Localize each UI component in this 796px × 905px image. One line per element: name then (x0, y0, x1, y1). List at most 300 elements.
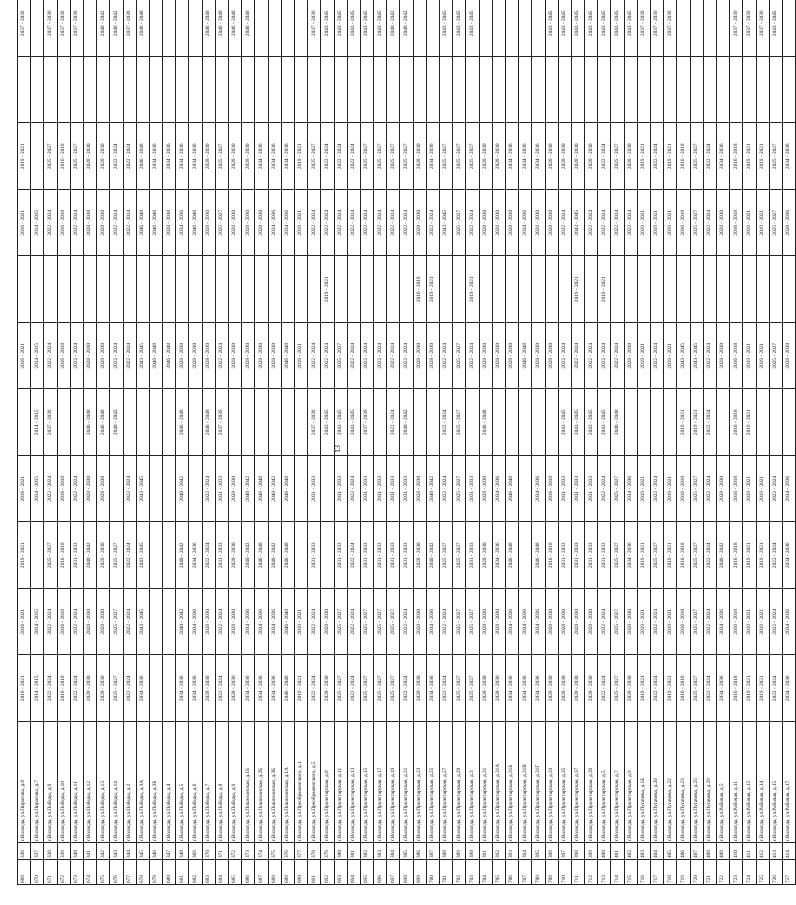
table-cell-y11: 2040 - 2042 (387, 0, 400, 57)
table-cell-y10 (611, 57, 624, 124)
table-cell-y4: 2031 - 2033 (308, 456, 321, 523)
table-cell-id: 369 (189, 843, 202, 860)
table-cell-address: г.Вологда, ул.Пролетарская, д.33 (545, 722, 558, 843)
table-cell-y10 (321, 57, 334, 124)
table-cell-y3: 2040 - 2042 (268, 522, 281, 589)
table-cell-y6: 2043 - 2045 (677, 323, 690, 390)
table-cell-y2: 2028 - 2030 (545, 589, 558, 656)
table-cell-y9: 2019 - 2021 (743, 123, 756, 190)
table-cell-y8: 2028 - 2030 (413, 190, 426, 257)
rotated-table-container (17, 10, 792, 885)
table-cell-y7 (97, 256, 110, 323)
table-cell-address: г.Вологда, ул.Пролетарская, д.8 (321, 722, 334, 843)
table-cell-y7 (18, 256, 31, 323)
table-cell-y3: 2040 - 2042 (83, 522, 96, 589)
table-cell-y11 (281, 0, 294, 57)
table-cell-y2: 2022 - 2024 (651, 589, 664, 656)
table-cell-y2: 2019 - 2021 (756, 589, 769, 656)
table-cell-y11 (690, 0, 703, 57)
table-cell-y2: 2025 - 2027 (360, 589, 373, 656)
table-cell-address: г.Вологда, ул.Пролетарская, д.25 (426, 722, 439, 843)
table-row (716, 0, 729, 885)
table-cell-id: 384 (387, 843, 400, 860)
table-cell-no: 707 (519, 860, 532, 885)
table-cell-y5: 2037 - 2039 (308, 389, 321, 456)
table-cell-y3: 2034 - 2036 (492, 522, 505, 589)
table-cell-id: 340 (70, 843, 83, 860)
table-cell-y11: 2043 - 2045 (769, 0, 782, 57)
table-cell-y6: 2025 - 2027 (769, 323, 782, 390)
table-cell-y5 (70, 389, 83, 456)
table-cell-y7 (281, 256, 294, 323)
table-cell-address: г.Вологда, ул.Преображенского, д.1 (294, 722, 307, 843)
table-cell-y5 (756, 389, 769, 456)
table-row (743, 0, 756, 885)
table-cell-y3: 2025 - 2027 (453, 522, 466, 589)
table-row (571, 0, 584, 885)
table-cell-y6: 2019 - 2021 (294, 323, 307, 390)
table-cell-y10 (215, 57, 228, 124)
table-cell-address: г.Вологда, ул.Пролетарская, д.3 (466, 722, 479, 843)
table-cell-y6: 2028 - 2030 (532, 323, 545, 390)
table-cell-y5: 2022 - 2024 (440, 389, 453, 456)
table-cell-y10 (255, 57, 268, 124)
table-cell-no: 680 (163, 860, 176, 885)
table-cell-y4: 2016 - 2018 (545, 456, 558, 523)
table-cell-y3: 2025 - 2027 (440, 522, 453, 589)
table-cell-y11: 2040 - 2042 (400, 0, 413, 57)
table-cell-y11 (268, 0, 281, 57)
table-cell-y3: 2040 - 2042 (176, 522, 189, 589)
table-cell-y2: 2025 - 2027 (690, 589, 703, 656)
table-cell-y1: 2028 - 2030 (558, 655, 571, 722)
table-cell-no: 710 (558, 860, 571, 885)
table-cell-id: 343 (110, 843, 123, 860)
table-cell-y10 (440, 57, 453, 124)
table-cell-no: 691 (308, 860, 321, 885)
table-cell-y7 (242, 256, 255, 323)
table-cell-y1: 2028 - 2030 (321, 655, 334, 722)
table-cell-y5: 2025 - 2027 (453, 389, 466, 456)
table-cell-y8: 2016 - 2018 (677, 190, 690, 257)
table-row (229, 0, 242, 885)
table-cell-y10 (374, 57, 387, 124)
table-cell-id: 342 (97, 843, 110, 860)
table-cell-y6: 2022 - 2024 (611, 323, 624, 390)
table-cell-y11: 2043 - 2045 (611, 0, 624, 57)
table-cell-y4: 2034 - 2036 (492, 456, 505, 523)
table-cell-y9: 2022 - 2024 (598, 123, 611, 190)
table-cell-id: 344 (123, 843, 136, 860)
table-cell-y7 (756, 256, 769, 323)
table-cell-id: 383 (374, 843, 387, 860)
table-cell-no: 723 (730, 860, 743, 885)
table-cell-address: г.Вологда, ул.Рабочая, д.17 (782, 722, 795, 843)
table-cell-y11: 2037 - 2039 (57, 0, 70, 57)
table-cell-y8: 2022 - 2024 (308, 190, 321, 257)
table-cell-address: г.Вологда, ул.Победы, д.10 (57, 722, 70, 843)
table-cell-y4: 2028 - 2030 (479, 456, 492, 523)
table-cell-no: 698 (400, 860, 413, 885)
table-cell-y6: 2022 - 2024 (347, 323, 360, 390)
table-cell-y9: 2028 - 2030 (242, 123, 255, 190)
table-cell-y3: 2031 - 2033 (374, 522, 387, 589)
table-cell-y9: 2028 - 2030 (558, 123, 571, 190)
table-cell-y8: 2028 - 2030 (202, 190, 215, 257)
table-cell-y5: 2046 - 2048 (479, 389, 492, 456)
table-cell-y10 (505, 57, 518, 124)
table-cell-y9: 2034 - 2036 (532, 123, 545, 190)
table-cell-address: г.Вологда, ул.Пролетарская, д.31 (479, 722, 492, 843)
table-row (598, 0, 611, 885)
table-cell-y7 (492, 256, 505, 323)
table-cell-y3: 2016 - 2018 (545, 522, 558, 589)
table-cell-y5 (281, 389, 294, 456)
table-cell-y11: 2043 - 2045 (466, 0, 479, 57)
table-cell-y11: 2043 - 2045 (347, 0, 360, 57)
table-cell-y4 (321, 456, 334, 523)
table-cell-y2: 2025 - 2027 (611, 589, 624, 656)
table-cell-y9: 2034 - 2036 (163, 123, 176, 190)
table-cell-address: г.Вологда, ул.Победы, д.12 (83, 722, 96, 843)
table-cell-y2: 2028 - 2030 (624, 589, 637, 656)
table-cell-y4: 2034 - 2036 (532, 456, 545, 523)
table-cell-y3: 2022 - 2024 (123, 522, 136, 589)
table-row (149, 0, 162, 885)
table-cell-y8: 2046 - 2048 (136, 190, 149, 257)
table-cell-y8: 2022 - 2024 (400, 190, 413, 257)
table-cell-y9: 2034 - 2036 (426, 123, 439, 190)
table-cell-y1: 2028 - 2030 (545, 655, 558, 722)
table-cell-y2: 2034 - 2036 (242, 589, 255, 656)
table-cell-id: 370 (202, 843, 215, 860)
table-cell-y7 (255, 256, 268, 323)
table-row (281, 0, 294, 885)
table-cell-y10 (294, 57, 307, 124)
table-cell-y3 (149, 522, 162, 589)
table-cell-id: 372 (229, 843, 242, 860)
table-cell-y7 (677, 256, 690, 323)
table-cell-no: 670 (31, 860, 44, 885)
table-cell-y3 (321, 522, 334, 589)
table-cell-y1: 2034 - 2036 (136, 655, 149, 722)
table-cell-y7 (440, 256, 453, 323)
table-cell-y3: 2046 - 2048 (532, 522, 545, 589)
table-cell-y9 (31, 123, 44, 190)
table-cell-y8: 2028 - 2030 (229, 190, 242, 257)
table-cell-y5: 2037 - 2039 (215, 389, 228, 456)
table-cell-y3: 2019 - 2021 (664, 522, 677, 589)
table-cell-y5 (782, 389, 795, 456)
table-cell-y6: 2022 - 2024 (466, 323, 479, 390)
table-cell-id: 402 (624, 843, 637, 860)
table-cell-y10 (202, 57, 215, 124)
table-cell-y6: 2022 - 2024 (44, 323, 57, 390)
table-cell-y3: 2031 - 2033 (215, 522, 228, 589)
table-cell-y7 (149, 256, 162, 323)
table-body (18, 0, 796, 885)
table-cell-id: 388 (440, 843, 453, 860)
table-cell-y9: 2025 - 2027 (308, 123, 321, 190)
table-cell-y8: 2019 - 2021 (756, 190, 769, 257)
table-cell-y1: 2025 - 2027 (387, 655, 400, 722)
table-cell-address: г.Вологда, ул.Победы, д.6 (189, 722, 202, 843)
table-cell-y4: 2025 - 2027 (453, 456, 466, 523)
table-cell-y5 (413, 389, 426, 456)
table-cell-y7 (123, 256, 136, 323)
table-row (651, 0, 664, 885)
table-cell-y2: 2028 - 2030 (321, 589, 334, 656)
table-cell-y6: 2028 - 2030 (413, 323, 426, 390)
table-cell-y11: 2046 - 2048 (136, 0, 149, 57)
table-cell-y8: 2028 - 2030 (97, 190, 110, 257)
table-cell-y7 (215, 256, 228, 323)
table-cell-y3: 2016 - 2018 (57, 522, 70, 589)
table-cell-y6: 2022 - 2024 (558, 323, 571, 390)
table-cell-y5 (268, 389, 281, 456)
table-cell-y2: 2034 - 2036 (426, 589, 439, 656)
table-cell-no: 684 (215, 860, 228, 885)
table-cell-y1: 2019 - 2021 (743, 655, 756, 722)
table-cell-y10 (31, 57, 44, 124)
table-row (453, 0, 466, 885)
table-cell-y6: 2028 - 2030 (83, 323, 96, 390)
table-cell-no: 705 (492, 860, 505, 885)
table-cell-y1: 2022 - 2024 (44, 655, 57, 722)
table-cell-y10 (453, 57, 466, 124)
table-cell-id: 348 (176, 843, 189, 860)
table-cell-y7: 2019 - 2021 (598, 256, 611, 323)
table-cell-no: 690 (294, 860, 307, 885)
table-cell-y11 (492, 0, 505, 57)
table-cell-id: 346 (149, 843, 162, 860)
table-cell-y7 (703, 256, 716, 323)
table-cell-y7: 2019 - 2021 (426, 256, 439, 323)
table-cell-y3: 2022 - 2024 (769, 522, 782, 589)
table-cell-y6: 2022 - 2024 (598, 323, 611, 390)
table-cell-id: 406 (677, 843, 690, 860)
table-cell-address: г.Вологда, ул.Пирогова, д.8 (18, 722, 31, 843)
table-cell-y7 (637, 256, 650, 323)
table-cell-y11: 2043 - 2045 (453, 0, 466, 57)
table-cell-y5 (229, 389, 242, 456)
table-cell-y11: 2043 - 2045 (440, 0, 453, 57)
table-cell-y8: 2028 - 2030 (505, 190, 518, 257)
table-cell-y8: 2028 - 2030 (545, 190, 558, 257)
table-row (242, 0, 255, 885)
table-cell-y1: 2028 - 2030 (585, 655, 598, 722)
table-cell-y9: 2046 - 2048 (136, 123, 149, 190)
table-row (400, 0, 413, 885)
table-cell-y10 (413, 57, 426, 124)
table-cell-address: г.Вологда, ул.Победы, д.4 (163, 722, 176, 843)
table-cell-y10 (664, 57, 677, 124)
table-cell-y10 (690, 57, 703, 124)
table-cell-id: 382 (360, 843, 373, 860)
table-cell-y9: 2022 - 2024 (321, 123, 334, 190)
table-cell-y11: 2037 - 2039 (70, 0, 83, 57)
table-cell-y5 (136, 389, 149, 456)
table-cell-y10 (110, 57, 123, 124)
table-row (163, 0, 176, 885)
table-cell-y9: 2022 - 2024 (110, 123, 123, 190)
table-cell-address: г.Вологда, ул.Пугачева, д.22 (664, 722, 677, 843)
table-cell-y5 (492, 389, 505, 456)
table-cell-y4: 2031 - 2033 (215, 456, 228, 523)
table-cell-y11: 2043 - 2045 (624, 0, 637, 57)
table-cell-no: 714 (611, 860, 624, 885)
table-row (585, 0, 598, 885)
table-cell-address: г.Вологда, ул.Пролетарская, д.31Б (505, 722, 518, 843)
table-cell-y3: 2028 - 2030 (229, 522, 242, 589)
table-cell-y1: 2034 - 2036 (519, 655, 532, 722)
table-cell-no: 716 (637, 860, 650, 885)
table-cell-y5 (18, 389, 31, 456)
table-cell-y7 (730, 256, 743, 323)
table-cell-y3: 2031 - 2033 (334, 522, 347, 589)
table-cell-y5 (242, 389, 255, 456)
table-cell-y5: 2022 - 2024 (387, 389, 400, 456)
table-cell-y7 (651, 256, 664, 323)
table-cell-y9: 2025 - 2027 (70, 123, 83, 190)
table-cell-no: 706 (505, 860, 518, 885)
table-cell-id: 377 (294, 843, 307, 860)
table-cell-y4: 2040 - 2042 (176, 456, 189, 523)
table-cell-y2: 2019 - 2021 (743, 589, 756, 656)
table-cell-y8: 2025 - 2027 (769, 190, 782, 257)
table-cell-y1: 2028 - 2030 (492, 655, 505, 722)
table-cell-id: 398 (571, 843, 584, 860)
table-cell-no: 712 (585, 860, 598, 885)
table-cell-y2: 2025 - 2027 (387, 589, 400, 656)
table-cell-y2: 2028 - 2030 (558, 589, 571, 656)
table-cell-y4: 2022 - 2024 (703, 456, 716, 523)
table-row (215, 0, 228, 885)
table-cell-no: 722 (716, 860, 729, 885)
table-cell-y8: 2014 - 2015 (31, 190, 44, 257)
table-cell-y6: 2028 - 2030 (782, 323, 795, 390)
table-cell-y6: 2028 - 2030 (716, 323, 729, 390)
table-cell-address: г.Вологда, ул.Рабочая, д.14 (756, 722, 769, 843)
table-cell-id: 392 (492, 843, 505, 860)
table-cell-y2: 2022 - 2024 (215, 589, 228, 656)
table-cell-y1: 2034 - 2036 (255, 655, 268, 722)
table-cell-y1: 2025 - 2027 (453, 655, 466, 722)
table-cell-y11: 2043 - 2045 (360, 0, 373, 57)
table-cell-y7 (70, 256, 83, 323)
table-cell-no: 675 (97, 860, 110, 885)
table-cell-y3: 2046 - 2048 (505, 522, 518, 589)
table-cell-y2: 2034 - 2036 (505, 589, 518, 656)
table-cell-y9: 2016 - 2018 (57, 123, 70, 190)
table-cell-y10 (598, 57, 611, 124)
table-cell-y1: 2025 - 2027 (110, 655, 123, 722)
table-cell-address: г.Вологда, ул.Пролетарская, д.35 (558, 722, 571, 843)
table-cell-y9: 2022 - 2024 (703, 123, 716, 190)
table-cell-id: 395 (532, 843, 545, 860)
table-cell-no: 700 (426, 860, 439, 885)
table-cell-no: 678 (136, 860, 149, 885)
table-cell-y11: 2043 - 2045 (571, 0, 584, 57)
table-cell-y2: 2025 - 2027 (453, 589, 466, 656)
table-cell-y5: 2022 - 2024 (703, 389, 716, 456)
table-cell-y2: 2028 - 2030 (83, 589, 96, 656)
table-cell-y1: 2034 - 2036 (189, 655, 202, 722)
table-cell-y5: 2019 - 2021 (743, 389, 756, 456)
table-cell-address: г.Вологда, ул.Пролетарская, д.31А (492, 722, 505, 843)
table-cell-y11 (163, 0, 176, 57)
table-cell-y10 (334, 57, 347, 124)
table-cell-y8: 2022 - 2024 (585, 190, 598, 257)
table-cell-y7: 2016 - 2018 (413, 256, 426, 323)
table-cell-y3: 2022 - 2024 (703, 522, 716, 589)
table-cell-y2: 2022 - 2024 (769, 589, 782, 656)
table-cell-id: 409 (716, 843, 729, 860)
table-cell-y1: 2022 - 2024 (440, 655, 453, 722)
table-row (413, 0, 426, 885)
table-row (532, 0, 545, 885)
table-cell-y11 (519, 0, 532, 57)
table-cell-address: г.Вологда, ул.Победы, д.14 (110, 722, 123, 843)
table-cell-y1: 2034 - 2036 (426, 655, 439, 722)
table-cell-y6: 2046 - 2048 (149, 323, 162, 390)
table-row (664, 0, 677, 885)
table-cell-y4: 2028 - 2030 (413, 456, 426, 523)
table-cell-y4: 2040 - 2042 (242, 456, 255, 523)
table-cell-y4 (294, 456, 307, 523)
table-cell-y7 (743, 256, 756, 323)
table-cell-y9: 2019 - 2021 (756, 123, 769, 190)
table-cell-y2: 2028 - 2030 (413, 589, 426, 656)
table-cell-y8: 2022 - 2024 (334, 190, 347, 257)
table-cell-y4: 2028 - 2030 (229, 456, 242, 523)
table-cell-y7 (387, 256, 400, 323)
table-cell-y10 (360, 57, 373, 124)
table-cell-no: 689 (281, 860, 294, 885)
table-cell-y3: 2034 - 2036 (624, 522, 637, 589)
table-cell-y5 (123, 389, 136, 456)
table-cell-address: г.Вологда, ул.Пролетарская, д.15 (360, 722, 373, 843)
table-cell-y1: 2046 - 2048 (281, 655, 294, 722)
table-cell-y1: 2014 - 2015 (31, 655, 44, 722)
table-cell-y2: 2022 - 2024 (347, 589, 360, 656)
table-cell-y1: 2028 - 2030 (229, 655, 242, 722)
table-cell-y2: 2034 - 2036 (519, 589, 532, 656)
table-cell-no: 676 (110, 860, 123, 885)
table-cell-y8: 2022 - 2024 (360, 190, 373, 257)
table-cell-y2: 2028 - 2030 (229, 589, 242, 656)
table-row (97, 0, 110, 885)
table-cell-y4: 2046 - 2048 (281, 456, 294, 523)
table-cell-y3: 2031 - 2033 (558, 522, 571, 589)
table-cell-id: 405 (664, 843, 677, 860)
table-cell-y4: 2031 - 2033 (571, 456, 584, 523)
table-cell-y11 (149, 0, 162, 57)
table-cell-no: 718 (664, 860, 677, 885)
table-cell-y2: 2022 - 2024 (598, 589, 611, 656)
table-cell-y9: 2025 - 2027 (440, 123, 453, 190)
table-cell-y7 (769, 256, 782, 323)
table-row (426, 0, 439, 885)
table-cell-y10 (229, 57, 242, 124)
table-cell-y10 (585, 57, 598, 124)
table-cell-y6: 2022 - 2024 (585, 323, 598, 390)
table-cell-id: 414 (782, 843, 795, 860)
table-cell-address: г.Вологда, ул.Пролетарская, д.19 (387, 722, 400, 843)
table-cell-y1: 2016 - 2018 (730, 655, 743, 722)
table-cell-y2: 2025 - 2027 (334, 589, 347, 656)
table-cell-y6: 2014 - 2015 (31, 323, 44, 390)
